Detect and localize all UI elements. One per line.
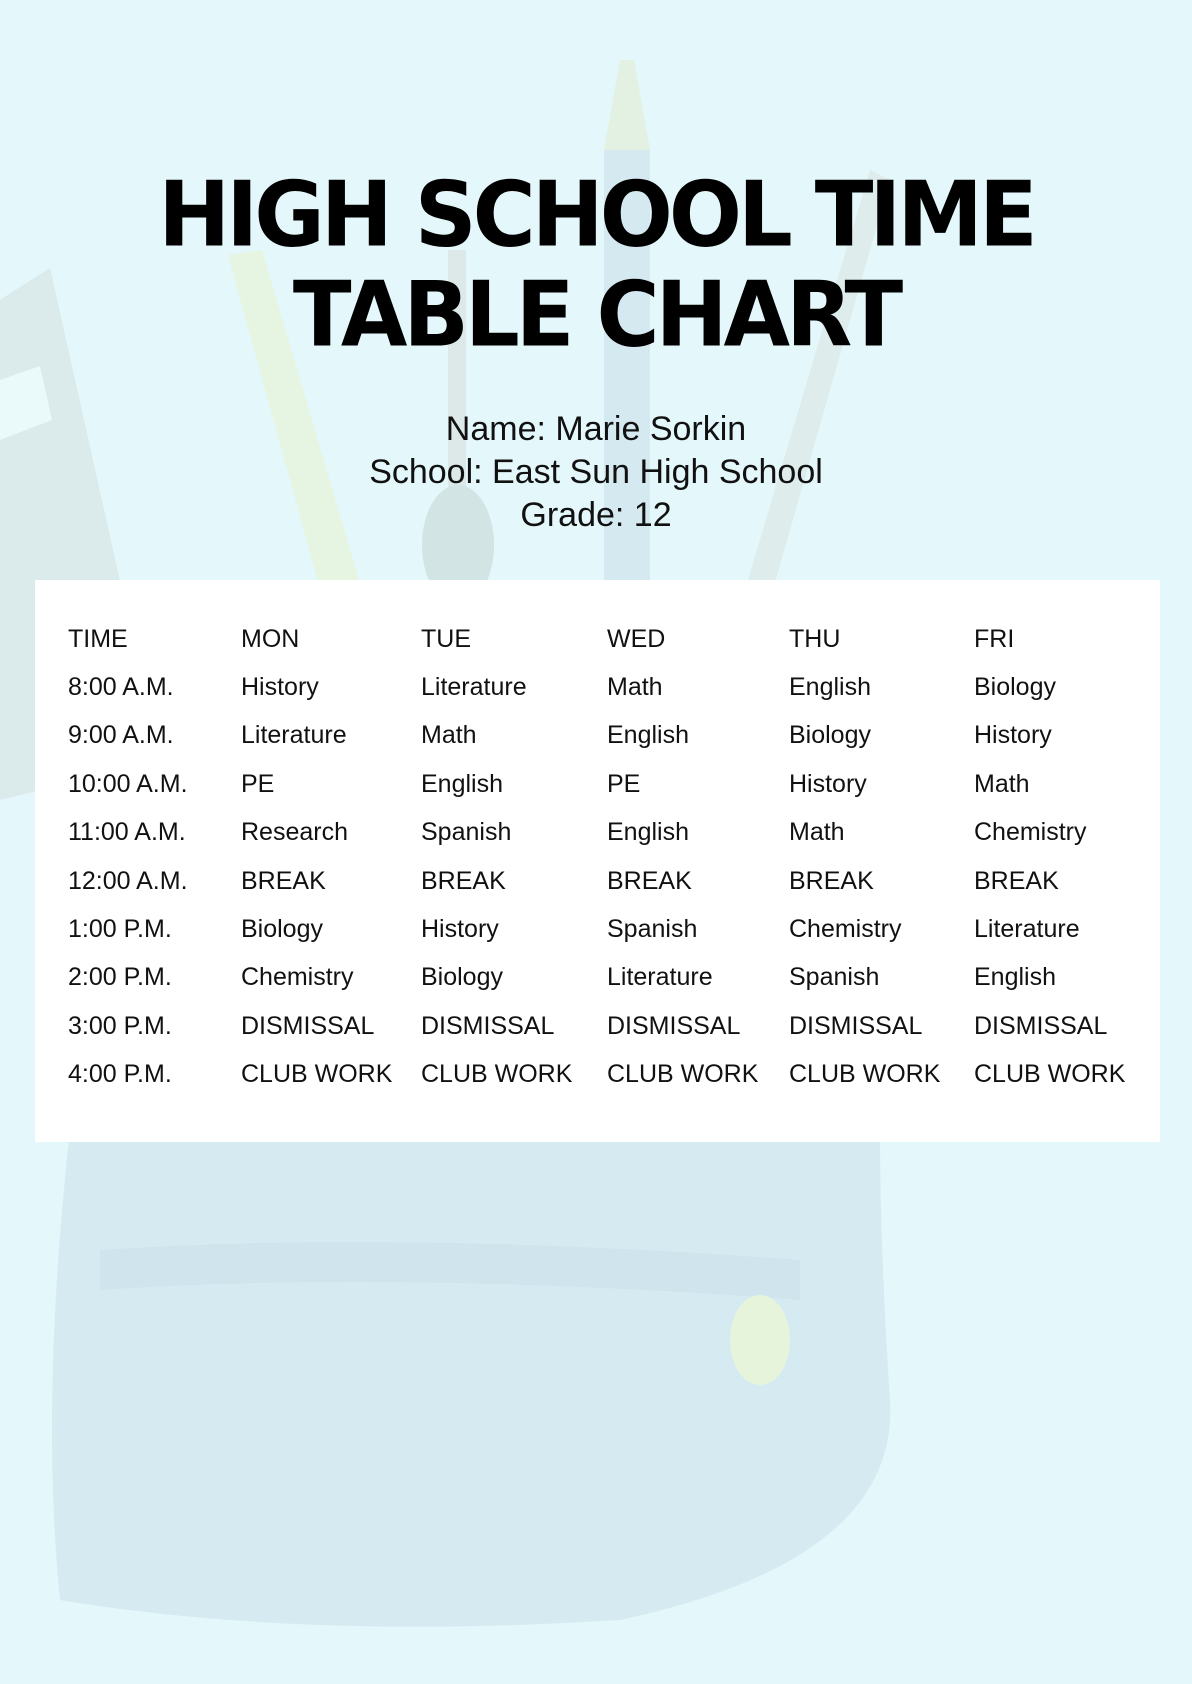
- header-fri: FRI: [974, 625, 1015, 653]
- header-wed: WED: [607, 625, 666, 653]
- cell-mon: Chemistry: [241, 963, 354, 992]
- cell-tue: Biology: [421, 963, 503, 992]
- cell-fri: English: [974, 963, 1056, 992]
- school-name: School: East Sun High School: [369, 453, 823, 491]
- cell-mon: Literature: [241, 721, 347, 750]
- cell-mon: DISMISSAL: [241, 1011, 375, 1040]
- cell-thu: CLUB WORK: [789, 1060, 941, 1089]
- cell-mon: History: [241, 673, 319, 701]
- cell-thu: History: [789, 769, 867, 798]
- cell-time: 11:00 A.M.: [68, 818, 186, 847]
- table-row: [35, 905, 1160, 953]
- table-header-row: [35, 615, 1160, 663]
- cell-tue: CLUB WORK: [421, 1060, 573, 1089]
- cell-fri: Biology: [974, 673, 1056, 701]
- page-title-line-1: HIGH SCHOOL TIME: [158, 162, 1034, 268]
- cell-wed: Spanish: [607, 915, 698, 943]
- cell-fri: Literature: [974, 915, 1080, 943]
- timetable: [35, 580, 1160, 1142]
- table-row: [35, 953, 1160, 1001]
- cell-tue: BREAK: [421, 866, 506, 895]
- cell-tue: Literature: [421, 673, 527, 701]
- cell-fri: Chemistry: [974, 818, 1087, 847]
- cell-fri: CLUB WORK: [974, 1060, 1126, 1089]
- cell-fri: History: [974, 721, 1052, 750]
- cell-time: 8:00 A.M.: [68, 673, 174, 701]
- table-row: [35, 760, 1160, 808]
- cell-mon: CLUB WORK: [241, 1060, 393, 1089]
- cell-thu: English: [789, 673, 871, 701]
- cell-tue: History: [421, 915, 499, 943]
- cell-thu: Spanish: [789, 963, 880, 992]
- cell-wed: DISMISSAL: [607, 1011, 741, 1040]
- cell-time: 4:00 P.M.: [68, 1060, 172, 1089]
- cell-wed: English: [607, 818, 689, 847]
- cell-time: 9:00 A.M.: [68, 721, 174, 750]
- cell-mon: Biology: [241, 915, 323, 943]
- table-row: [35, 808, 1160, 856]
- cell-time: 1:00 P.M.: [68, 915, 172, 943]
- cell-wed: Math: [607, 673, 663, 701]
- header-tue: TUE: [421, 625, 471, 653]
- student-info: [0, 408, 1192, 537]
- cell-fri: DISMISSAL: [974, 1011, 1108, 1040]
- cell-fri: Math: [974, 769, 1030, 798]
- cell-thu: BREAK: [789, 866, 874, 895]
- backpack-illustration: [52, 1130, 890, 1627]
- cell-thu: Math: [789, 818, 845, 847]
- cell-tue: English: [421, 769, 503, 798]
- cell-tue: Math: [421, 721, 477, 750]
- grade-level: Grade: 12: [520, 496, 672, 534]
- cell-time: 2:00 P.M.: [68, 963, 172, 992]
- cell-wed: Literature: [607, 963, 713, 992]
- header-mon: MON: [241, 625, 300, 653]
- cell-thu: Biology: [789, 721, 871, 750]
- cell-mon: BREAK: [241, 866, 326, 895]
- cell-tue: DISMISSAL: [421, 1011, 555, 1040]
- cell-wed: PE: [607, 769, 641, 798]
- header-thu: THU: [789, 625, 841, 653]
- table-row: [35, 663, 1160, 711]
- cell-thu: Chemistry: [789, 915, 902, 943]
- page-title-line-2: TABLE CHART: [292, 262, 900, 368]
- header-time: TIME: [68, 625, 128, 653]
- cell-mon: PE: [241, 769, 275, 798]
- cell-mon: Research: [241, 818, 348, 847]
- cell-wed: CLUB WORK: [607, 1060, 759, 1089]
- table-row: [35, 1002, 1160, 1050]
- cell-tue: Spanish: [421, 818, 512, 847]
- cell-wed: BREAK: [607, 866, 692, 895]
- table-row: [35, 711, 1160, 759]
- table-row: [35, 857, 1160, 905]
- cell-time: 3:00 P.M.: [68, 1011, 172, 1040]
- cell-time: 12:00 A.M.: [68, 866, 188, 895]
- table-row: [35, 1050, 1160, 1098]
- cell-thu: DISMISSAL: [789, 1011, 923, 1040]
- cell-wed: English: [607, 721, 689, 750]
- cell-fri: BREAK: [974, 866, 1059, 895]
- student-name: Name: Marie Sorkin: [445, 410, 747, 448]
- cell-time: 10:00 A.M.: [68, 769, 188, 798]
